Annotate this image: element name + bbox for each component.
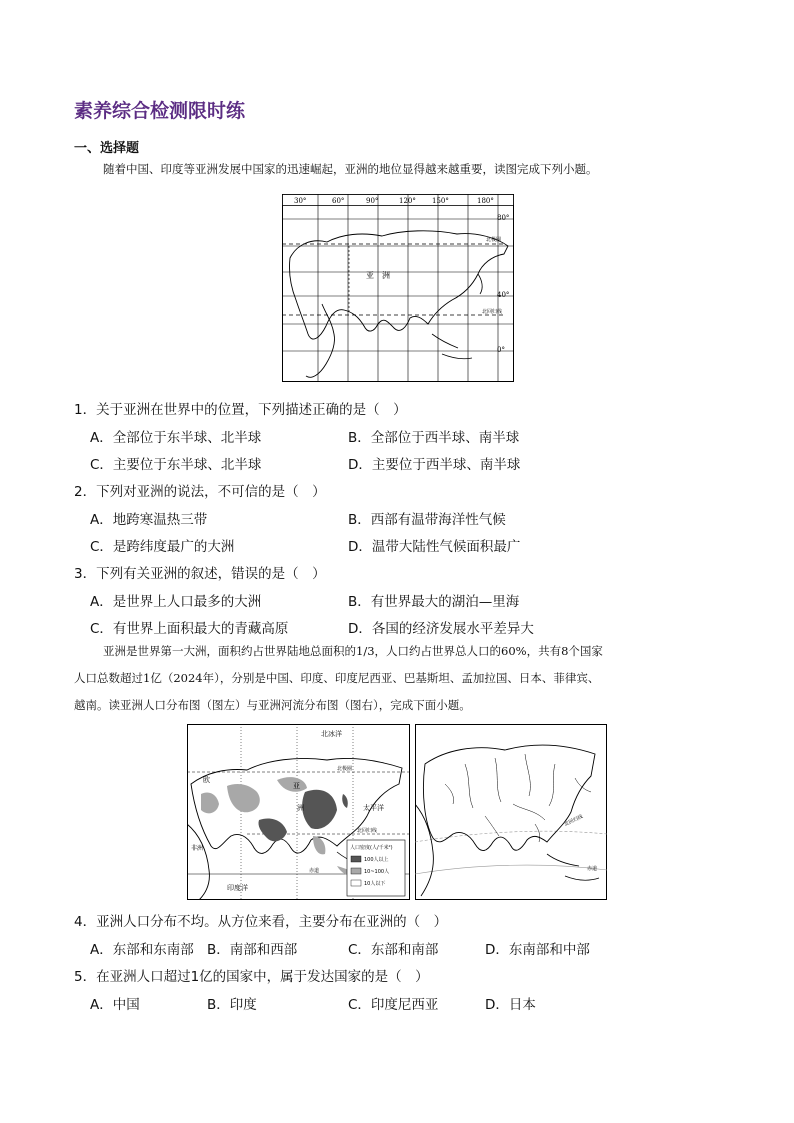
lat-label: 40° [497, 291, 510, 299]
intro-paragraph-1: 随着中国、印度等亚洲发展中国家的迅速崛起，亚洲的地位显得越来越重要，读图完成下列小题。 [103, 162, 598, 176]
section-heading: 一、选择题 [74, 141, 140, 156]
asia-population-map [187, 724, 410, 900]
option-1b[interactable]: B．全部位于西半球、南半球 [348, 430, 520, 446]
tropic-label: 北回归线 [357, 828, 378, 834]
lat-label: 0° [497, 346, 505, 354]
lon-label: 60° [332, 197, 345, 205]
option-4b[interactable]: B．南部和西部 [207, 942, 298, 958]
option-3a[interactable]: A．是世界上人口最多的大洲 [90, 594, 262, 610]
lon-label: 90° [366, 197, 379, 205]
population-legend [347, 840, 405, 896]
indian-ocean-label: 印度洋 [227, 884, 248, 892]
continent-label: 洲 [297, 804, 304, 812]
lon-label: 30° [294, 197, 307, 205]
option-5c[interactable]: C．印度尼西亚 [348, 997, 439, 1013]
legend-item: 10人以下 [364, 881, 386, 887]
option-2b[interactable]: B．西部有温带海洋性气候 [348, 512, 506, 528]
option-1d[interactable]: D．主要位于西半球、南半球 [348, 457, 521, 473]
page-title: 素养综合检测限时练 [74, 100, 246, 122]
question-4: 4．亚洲人口分布不均。从方位来看，主要分布在亚洲的（ ） [74, 914, 448, 930]
lon-label: 120° [399, 197, 416, 205]
option-1a[interactable]: A．全部位于东半球、北半球 [90, 430, 262, 446]
question-1: 1．关于亚洲在世界中的位置，下列描述正确的是（ ） [74, 402, 407, 418]
question-2: 2．下列对亚洲的说法，不可信的是（ ） [74, 484, 326, 500]
legend-swatch-medium [351, 868, 361, 874]
lon-label: 150° [432, 197, 449, 205]
option-5d[interactable]: D．日本 [485, 997, 536, 1013]
option-2d[interactable]: D．温带大陆性气候面积最广 [348, 539, 521, 555]
option-1c[interactable]: C．主要位于东半球、北半球 [90, 457, 262, 473]
region-label: 亚 洲 [366, 271, 390, 280]
arctic-ocean-label: 北冰洋 [321, 730, 342, 738]
tropic-label: 北回归线 [563, 813, 584, 828]
option-5b[interactable]: B．印度 [207, 997, 257, 1013]
lon-label: 180° [477, 197, 494, 205]
tropic-label: 北回归线 [482, 309, 503, 315]
option-3b[interactable]: B．有世界最大的湖泊—里海 [348, 594, 520, 610]
equator-label: 赤道 [587, 866, 598, 872]
legend-title: 人口密度(人/千米²) [350, 845, 393, 851]
arctic-circle-label: 北极圈 [486, 237, 502, 243]
asia-location-map [282, 194, 514, 382]
intro-paragraph-2-line1: 亚洲是世界第一大洲，面积约占世界陆地总面积的1/3，人口约占世界总人口的60%，共有8个国家 [103, 644, 603, 658]
question-3: 3．下列有关亚洲的叙述，错误的是（ ） [74, 566, 326, 582]
intro-paragraph-2-line3: 越南。读亚洲人口分布图（图左）与亚洲河流分布图（图右），完成下面小题。 [74, 698, 471, 712]
lat-label: 80° [497, 214, 510, 222]
option-4d[interactable]: D．东南部和中部 [485, 942, 590, 958]
arctic-circle-label: 北极圈 [337, 766, 353, 772]
intro-paragraph-2-line2: 人口总数超过1亿（2024年），分别是中国、印度、印度尼西亚、巴基斯坦、孟加拉国、日本、菲律宾、 [74, 671, 600, 685]
asia-rivers-map [415, 724, 607, 900]
option-5a[interactable]: A．中国 [90, 997, 140, 1013]
legend-swatch-dense [351, 856, 361, 862]
option-4a[interactable]: A．东部和东南部 [90, 942, 194, 958]
option-3d[interactable]: D．各国的经济发展水平差异大 [348, 621, 534, 637]
option-2c[interactable]: C．是跨纬度最广的大洲 [90, 539, 235, 555]
legend-swatch-sparse [351, 880, 361, 886]
option-4c[interactable]: C．东部和南部 [348, 942, 439, 958]
africa-label: 非洲 [191, 845, 204, 852]
europe-label: 欧 [203, 776, 210, 784]
option-3c[interactable]: C．有世界上面积最大的青藏高原 [90, 621, 289, 637]
equator-label: 赤道 [309, 868, 320, 874]
pacific-label: 太平洋 [363, 804, 384, 812]
asia-label: 亚 [293, 782, 300, 790]
option-2a[interactable]: A．地跨寒温热三带 [90, 512, 208, 528]
legend-item: 10~100人 [364, 869, 390, 875]
question-5: 5．在亚洲人口超过1亿的国家中，属于发达国家的是（ ） [74, 969, 429, 985]
legend-item: 100人以上 [364, 857, 389, 863]
